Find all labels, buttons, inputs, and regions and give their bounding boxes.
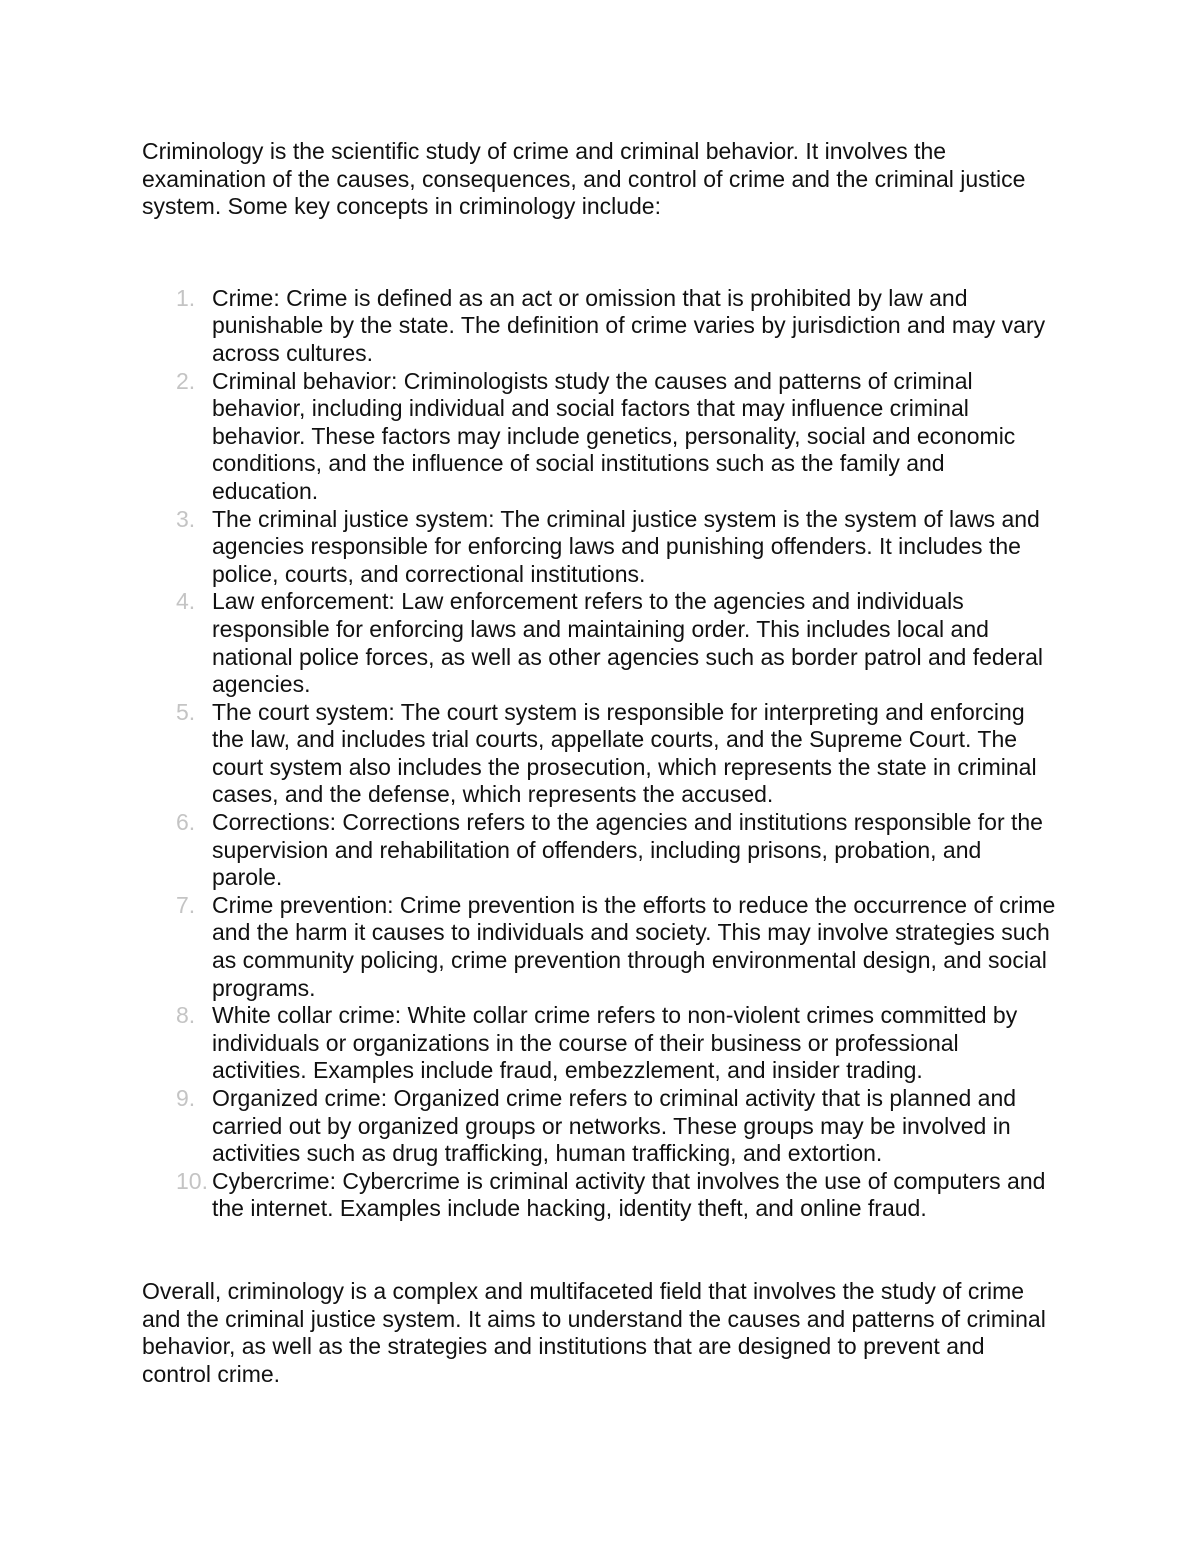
document-page bbox=[142, 138, 1057, 1388]
list-item bbox=[142, 699, 1057, 809]
list-item-number: 2. bbox=[176, 367, 196, 394]
list-item-number: 5. bbox=[176, 698, 196, 725]
list-item bbox=[142, 588, 1057, 698]
list-item bbox=[142, 1085, 1057, 1168]
list-item-text: Corrections: Corrections refers to the agencies and institutions responsible for the supervision and rehabilitation of offenders, including prisons, probation, and parole. bbox=[212, 809, 1043, 891]
list-item-number: 1. bbox=[176, 284, 196, 311]
list-item-text: Crime: Crime is defined as an act or omission that is prohibited by law and punishable by the state. The definition of crime varies by jurisdiction and may vary across cultures. bbox=[212, 284, 1046, 366]
list-item bbox=[142, 892, 1057, 1002]
list-item-text: Criminal behavior: Criminologists study the causes and patterns of criminal behavior, including individual and social factors that may influence criminal behavior. These factors may include genetics, personality, social and economic conditions, and the influence of social institutions such as the family and education. bbox=[212, 367, 1016, 504]
key-concepts-list bbox=[142, 285, 1057, 1223]
list-item-text: White collar crime: White collar crime refers to non-violent crimes committed by individuals or organizations in the course of their business or professional activities. Examples include fraud, embezzlement, and insider trading. bbox=[212, 1002, 1018, 1084]
list-item-text: Crime prevention: Crime prevention is the efforts to reduce the occurrence of crime and the harm it causes to individuals and society. This may involve strategies such as community policing, crime prevention through environmental design, and social programs. bbox=[212, 891, 1056, 1001]
list-item-number: 8. bbox=[176, 1002, 196, 1029]
list-item-number: 9. bbox=[176, 1085, 196, 1111]
list-item bbox=[142, 368, 1057, 506]
list-item-number: 6. bbox=[176, 809, 196, 836]
list-item-number: 10. bbox=[176, 1167, 208, 1194]
list-item-text: Cybercrime: Cybercrime is criminal activity that involves the use of computers and the internet. Examples include hacking, identity theft, and online fraud. bbox=[212, 1167, 1046, 1222]
list-item bbox=[142, 1002, 1057, 1085]
list-item-number: 4. bbox=[176, 588, 196, 615]
list-item bbox=[142, 1168, 1057, 1223]
list-item-number: 3. bbox=[176, 505, 196, 532]
list-item-text: Law enforcement: Law enforcement refers to the agencies and individuals responsible for enforcing laws and maintaining order. This includes local and national police forces, as well as other agencies such as border patrol and federal agencies. bbox=[212, 588, 1044, 698]
list-item-text: The criminal justice system: The criminal justice system is the system of laws and agencies responsible for enforcing laws and punishing offenders. It includes the police, courts, and correctional institutions. bbox=[212, 505, 1040, 587]
list-item bbox=[142, 809, 1057, 892]
list-item-text: The court system: The court system is responsible for interpreting and enforcing the law, and includes trial courts, appellate courts, and the Supreme Court. The court system also includes the prosecution, which represents the state in criminal cases, and the defense, which represents the accused. bbox=[212, 698, 1037, 808]
list-item-text: Organized crime: Organized crime refers to criminal activity that is planned and carried out by organized groups or networks. These groups may be involved in activities such as drug trafficking, human trafficking, and extortion. bbox=[212, 1085, 1017, 1167]
list-item bbox=[142, 506, 1057, 589]
list-item-number: 7. bbox=[176, 891, 196, 918]
conclusion-paragraph: Overall, criminology is a complex and multifaceted field that involves the study of crime and the criminal justice system. It aims to understand the causes and patterns of criminal behavior, as well as the strategies and institutions that are designed to prevent and control crime. bbox=[142, 1277, 1046, 1387]
intro-paragraph: Criminology is the scientific study of crime and criminal behavior. It involves the examination of the causes, consequences, and control of crime and the criminal justice system. Some key concepts in criminology include: bbox=[142, 138, 1026, 220]
list-item bbox=[142, 285, 1057, 368]
